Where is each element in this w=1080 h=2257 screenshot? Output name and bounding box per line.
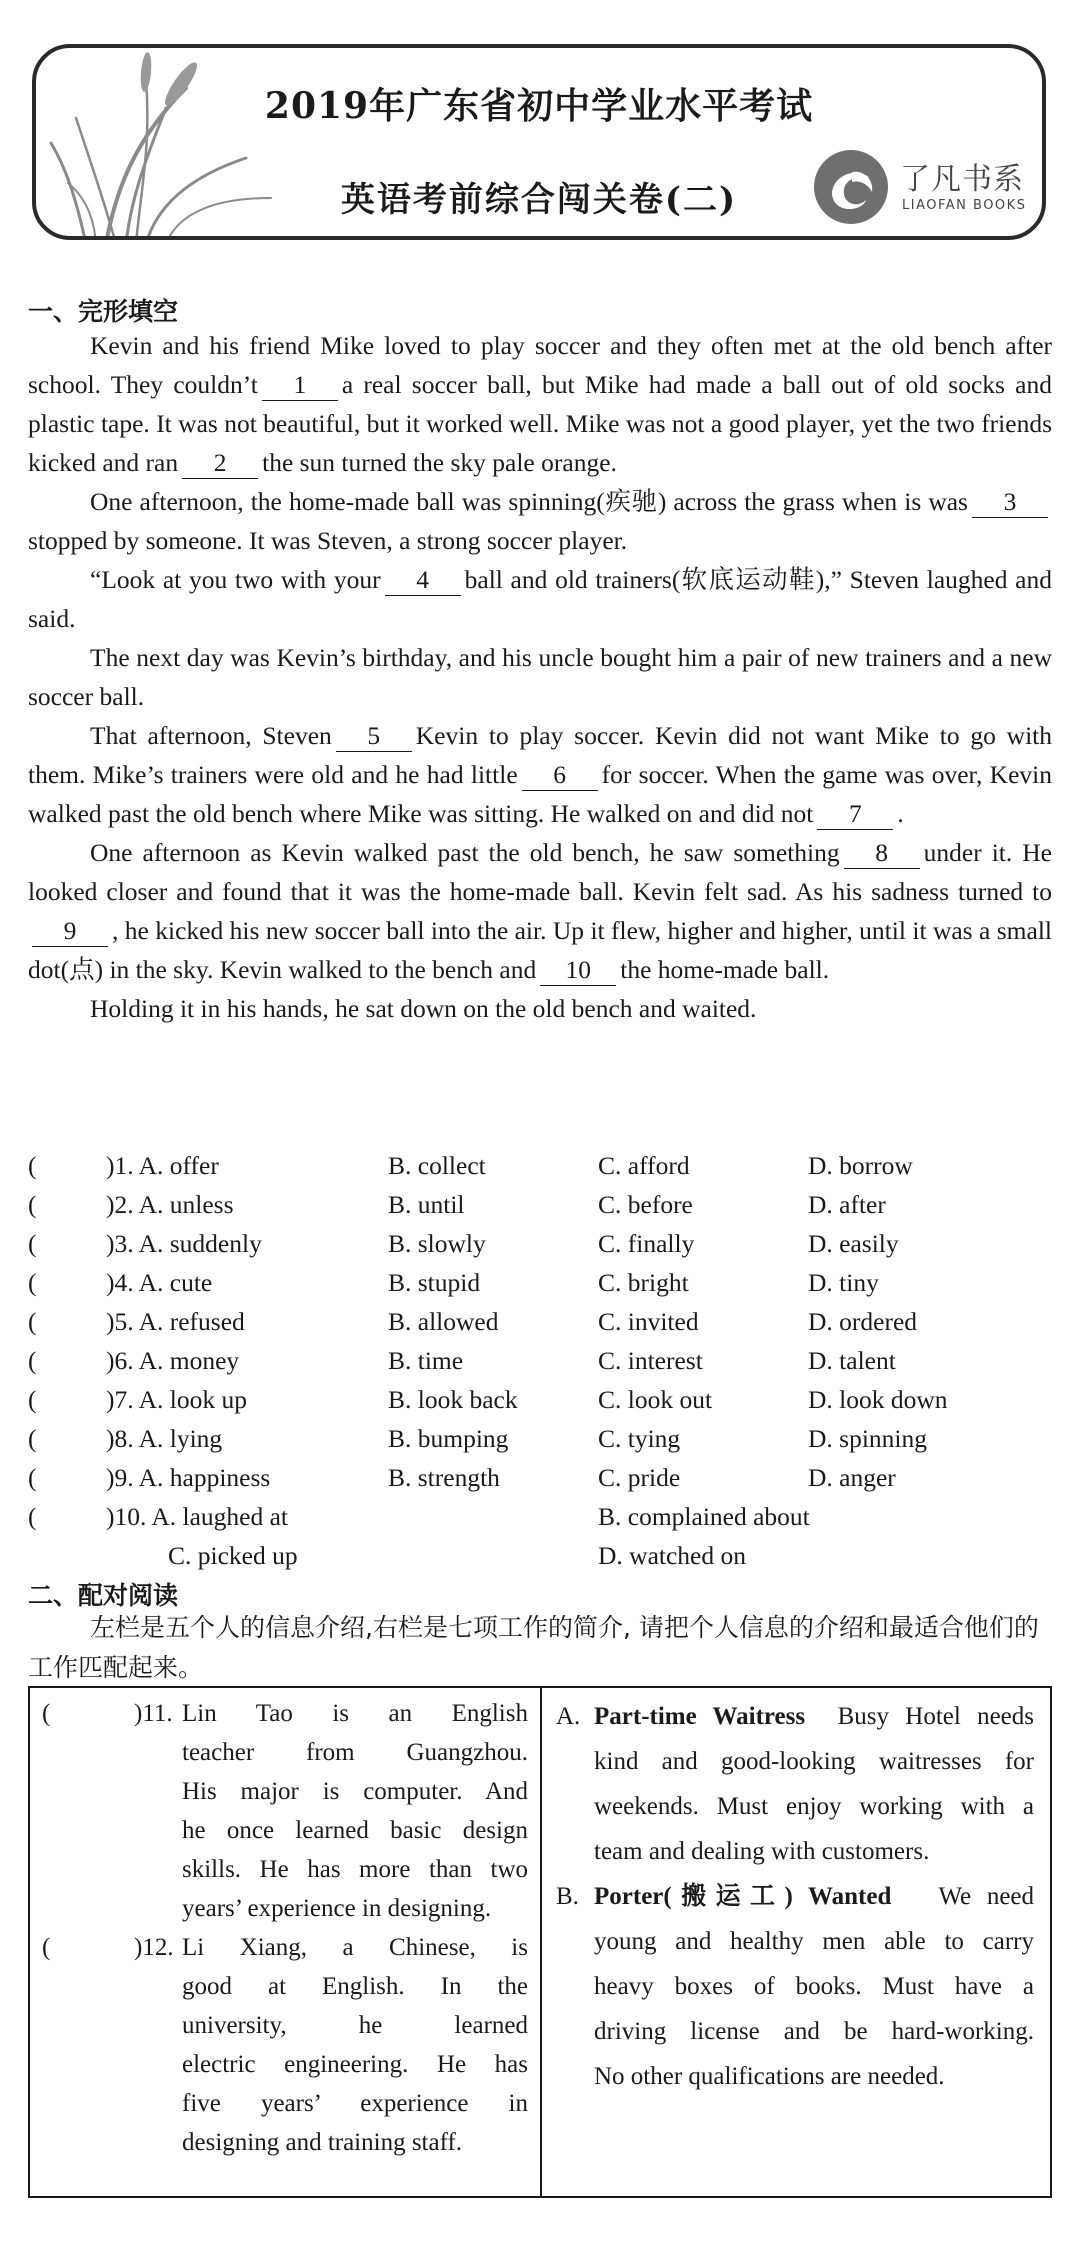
passage-paragraph: That afternoon, Steven 5 Kevin to play soccer. Kevin did not want Mike to go with them. Mike’s trainers were old and he had little 6 for soccer. When the game was over, Kevin walked past the old bench where Mike was sitting. He walked on and did not 7 . xyxy=(28,721,1052,828)
blank-2[interactable]: 2 xyxy=(182,448,258,479)
blank-6[interactable]: 6 xyxy=(522,760,598,791)
section1-title: 一、完形填空 xyxy=(28,297,179,326)
header-banner xyxy=(32,44,1046,240)
section2-intro: 左栏是五个人的信息介绍,右栏是七项工作的简介, 请把个人信息的介绍和最适合他们的工作匹配起来。 xyxy=(28,1613,1039,1682)
person-column xyxy=(30,1694,538,2162)
liaofan-logo-icon xyxy=(812,148,890,226)
exam-subtitle: 英语考前综合闯关卷(二) xyxy=(340,180,738,220)
passage-paragraph: Kevin and his friend Mike loved to play soccer and they often met at the old bench after school. They couldn’t 1 a real soccer ball, but Mike had made a ball out of old socks and plastic tape. It was not beautiful, but it worked well. Mike was not a good player, yet the two friends kicked and ran 2 the sun turned the sky pale orange. xyxy=(28,331,1053,477)
person-item-11[interactable]: ( )11. Lin Tao is an English teacher from Guangzhou. His major is computer. And he once learned basic design skills. He has more than two years’ experience in designing. xyxy=(42,1700,528,1922)
option-row-2[interactable]: ( )2. A. unless B. until C. before D. after xyxy=(28,1190,886,1219)
option-row-10[interactable]: ( )10. A. laughed at B. complained about xyxy=(28,1502,810,1531)
blank-1[interactable]: 1 xyxy=(262,370,338,401)
brand-name-en: LIAOFAN BOOKS xyxy=(902,198,1027,213)
passage-paragraph: One afternoon as Kevin walked past the old bench, he saw something 8 under it. He looked closer and found that it was the home-made ball. Kevin felt sad. As his sadness turned to9 , he kicked his new soccer ball into the air. Up it flew, higher and higher, until it was a small dot(点) in the sky. Kevin walked to the bench and 10 the home-made ball. xyxy=(28,838,1052,984)
brand-logo-block xyxy=(812,148,1032,228)
option-row-7[interactable]: ( )7. A. look up B. look back C. look out D. look down xyxy=(28,1385,948,1414)
passage-paragraph: The next day was Kevin’s birthday, and his uncle bought him a pair of new trainers and a new soccer ball. xyxy=(28,643,1052,711)
cloze-options xyxy=(28,1146,1052,1575)
option-row-6[interactable]: ( )6. A. money B. time C. interest D. talent xyxy=(28,1346,896,1375)
option-row-1[interactable]: ( )1. A. offer B. collect C. afford D. borrow xyxy=(28,1151,913,1180)
passage-paragraph: One afternoon, the home-made ball was spinning(疾驰) across the grass when is was 3stopped by someone. It was Steven, a strong soccer player. xyxy=(28,482,1052,560)
option-row-5[interactable]: ( )5. A. refused B. allowed C. invited D. ordered xyxy=(28,1307,918,1336)
blank-8[interactable]: 8 xyxy=(844,838,920,869)
blank-3[interactable]: 3 xyxy=(972,487,1048,518)
job-title-a: Part-time Waitress xyxy=(594,1703,806,1730)
person-item-12[interactable]: ( )12. Li Xiang, a Chinese, is good at English. In the university, he learned electric engineering. He has five years’ experience in designing and training staff. xyxy=(42,1934,528,2156)
blank-9[interactable]: 9 xyxy=(32,916,108,947)
job-column xyxy=(542,1694,1048,2099)
job-item-a: A. Part-time Waitress Busy Hotel needs kind and good-looking waitresses for weekends. Must enjoy working with a team and dealing with customers. xyxy=(556,1703,1034,1865)
option-row-10-cont[interactable]: C. picked up D. watched on xyxy=(168,1541,746,1570)
option-row-4[interactable]: ( )4. A. cute B. stupid C. bright D. tiny xyxy=(28,1268,879,1297)
option-row-3[interactable]: ( )3. A. suddenly B. slowly C. finally D. easily xyxy=(28,1229,899,1258)
cloze-passage xyxy=(28,326,1052,1028)
passage-paragraph: “Look at you two with your 4 ball and old trainers(软底运动鞋),” Steven laughed and said. xyxy=(28,565,1052,633)
job-item-b: B. Porter(搬运工) Wanted We need young and healthy men able to carry heavy boxes of books. Must have a driving license and be hard-working. No other qualifications are needed. xyxy=(556,1883,1035,2090)
blank-4[interactable]: 4 xyxy=(385,565,461,596)
blank-5[interactable]: 5 xyxy=(336,721,412,752)
passage-paragraph: Holding it in his hands, he sat down on the old bench and waited. xyxy=(90,994,757,1023)
blank-10[interactable]: 10 xyxy=(540,955,616,986)
blank-7[interactable]: 7 xyxy=(817,799,893,830)
matching-table xyxy=(28,1686,1052,2198)
exam-title: 2019年广东省初中学业水平考试 xyxy=(264,85,814,127)
option-row-9[interactable]: ( )9. A. happiness B. strength C. pride D. anger xyxy=(28,1463,896,1492)
section2-title: 二、配对阅读 xyxy=(28,1581,179,1610)
job-title-b: Porter(搬运工) Wanted xyxy=(594,1883,892,1910)
brand-name-cn: 了凡书系 xyxy=(900,162,1024,197)
option-row-8[interactable]: ( )8. A. lying B. bumping C. tying D. spinning xyxy=(28,1424,928,1453)
